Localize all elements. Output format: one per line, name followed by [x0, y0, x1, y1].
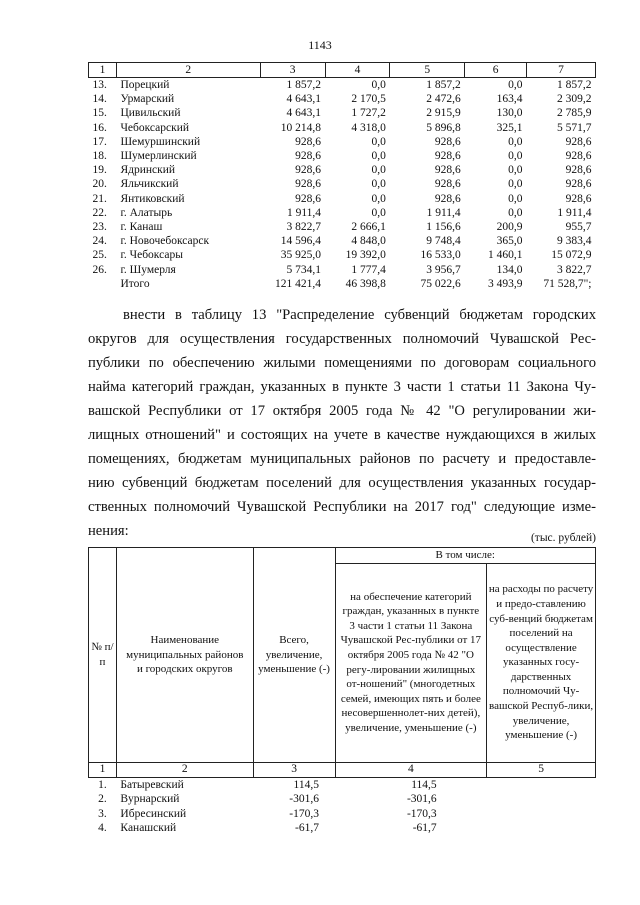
amount-cell: 2 785,9 [557, 107, 592, 120]
amount-cell: 5 734,1 [286, 263, 322, 276]
table-row [89, 135, 596, 149]
table-row [89, 807, 596, 822]
header-col4: на обеспечение категорий граждан, указанных в пункте 3 части 1 статьи 11 Закона Чувашской Рес-публики от 17 октября 2005 года № 42 "О регу-лировании жилищных от-ношений" (многодетных семей, имеющих пять и более несовершеннолет-них детей), увеличение, уменьшение (-) [335, 563, 487, 762]
amount-cell: 928,6 [434, 164, 461, 177]
paragraph-line: нию субвенций бюджетам поселений для осуществления указанных государ- [88, 475, 596, 491]
amount-cell: 2 915,9 [426, 107, 461, 120]
unit-label: (тыс. рублей) [530, 532, 596, 544]
paragraph-line: лищных отношений" и состоящих на учете в качестве нуждающихся в жилых [88, 427, 596, 443]
amount-cell: 4 643,1 [286, 107, 322, 120]
column-number-row [89, 63, 596, 78]
table-row [89, 78, 596, 93]
district-name: Янтиковский [120, 192, 185, 205]
column-number: 5 [487, 762, 596, 777]
amount-cell: 1 857,2 [557, 79, 592, 92]
column-number: 2 [116, 762, 253, 777]
district-name: Шемуршинский [120, 135, 201, 148]
row-number: 3. [98, 807, 107, 820]
amount-cell: 5 896,8 [426, 121, 461, 134]
column-number: 4 [325, 63, 390, 78]
amount-cell: 0,0 [371, 206, 386, 219]
amount-cell: 0,0 [371, 192, 386, 205]
amount-cell: 0,0 [371, 150, 386, 163]
amount-cell: 0,0 [371, 164, 386, 177]
row-number: 16. [92, 121, 107, 134]
table-row [89, 248, 596, 262]
district-name: Канашский [120, 822, 177, 835]
amount-cell: 1 857,2 [426, 79, 461, 92]
district-name: г. Шумерля [120, 263, 176, 276]
amount-cell: 200,9 [496, 220, 523, 233]
district-name: Ибресинский [120, 807, 187, 820]
amount-cell: 928,6 [295, 164, 322, 177]
amount-cell: -170,3 [406, 807, 437, 820]
subsidy-table-continued [88, 62, 596, 291]
amount-cell: 46 398,8 [345, 277, 386, 290]
district-name: г. Канаш [120, 220, 163, 233]
district-name: Урмарский [120, 93, 175, 106]
paragraph-line: помещениях, бюджетам муниципальных районов по расчету и предоставле- [88, 451, 596, 467]
row-number: 2. [98, 793, 107, 806]
amount-cell: 114,5 [411, 778, 437, 791]
amount-cell: 928,6 [295, 150, 322, 163]
column-number-row [89, 762, 596, 777]
row-number: 4. [98, 822, 107, 835]
amount-cell [487, 821, 596, 836]
amount-cell: 0,0 [371, 178, 386, 191]
amount-cell: 0,0 [508, 135, 523, 148]
row-number: 25. [92, 249, 107, 262]
amount-cell: 9 383,4 [557, 235, 592, 248]
amount-cell: 3 822,7 [557, 263, 592, 276]
table-row [89, 192, 596, 206]
amount-cell: 0,0 [508, 206, 523, 219]
amendment-paragraph [88, 303, 596, 543]
table-row [89, 121, 596, 135]
amount-cell: 75 022,6 [420, 277, 461, 290]
amount-cell: 928,6 [295, 192, 322, 205]
row-number: 22. [92, 206, 107, 219]
column-number: 4 [335, 762, 487, 777]
table-row [89, 792, 596, 807]
row-number: 1. [98, 778, 107, 791]
subsidy-table-13 [88, 547, 596, 836]
row-number: 15. [92, 107, 107, 120]
amount-cell: 3 493,9 [488, 277, 523, 290]
amount-cell: 928,6 [565, 150, 592, 163]
table-row [89, 92, 596, 106]
district-name: Вурнарский [120, 793, 180, 806]
row-number: 24. [92, 235, 107, 248]
amount-cell: 0,0 [508, 164, 523, 177]
amount-cell [487, 807, 596, 822]
amount-cell: 1 857,2 [286, 79, 322, 92]
amount-cell: 0,0 [371, 135, 386, 148]
amount-cell: 928,6 [565, 192, 592, 205]
amount-cell: 16 533,0 [420, 249, 461, 262]
amount-cell: 0,0 [508, 79, 523, 92]
row-number: 14. [92, 93, 107, 106]
amount-cell: 365,0 [496, 235, 523, 248]
district-name: Итого [120, 277, 150, 290]
amount-cell: 4 848,0 [351, 235, 386, 248]
table-row [89, 220, 596, 234]
paragraph-line: внести в таблицу 13 "Распределение субвенций бюджетам городских [123, 307, 596, 323]
column-number: 7 [527, 63, 596, 78]
column-number: 5 [390, 63, 465, 78]
amount-cell: 10 214,8 [280, 121, 322, 134]
header-total: Всего, увеличение, уменьшение (-) [253, 548, 335, 763]
amount-cell: 35 925,0 [280, 249, 322, 262]
amount-cell: 2 170,5 [351, 93, 386, 106]
amount-cell: 0,0 [508, 192, 523, 205]
district-name: Цивильский [120, 107, 181, 120]
amount-cell: -170,3 [289, 807, 319, 820]
table-row [89, 234, 596, 248]
amount-cell: 0,0 [371, 79, 386, 92]
district-name: Шумерлинский [120, 150, 197, 163]
paragraph-line: вашской Республики от 17 октября 2005 года № 42 "О регулировании жи- [88, 403, 596, 419]
amount-cell: 0,0 [508, 178, 523, 191]
amount-cell: 71 528,7"; [543, 277, 592, 290]
amount-cell: -301,6 [289, 793, 319, 806]
row-number: 23. [92, 220, 107, 233]
row-number: 21. [92, 192, 107, 205]
row-number [89, 277, 117, 291]
amount-cell: 15 072,9 [551, 249, 592, 262]
column-number: 1 [89, 762, 117, 777]
amount-cell: 1 727,2 [351, 107, 386, 120]
column-number: 3 [253, 762, 335, 777]
amount-cell [487, 777, 596, 792]
amount-cell: 114,5 [293, 778, 319, 791]
district-name: Порецкий [120, 79, 170, 92]
district-name: г. Чебоксары [120, 249, 183, 262]
district-name: г. Алатырь [120, 206, 173, 219]
table-row [89, 277, 596, 291]
amount-cell: 325,1 [496, 121, 523, 134]
amount-cell: 1 911,4 [286, 206, 322, 219]
amount-cell: 134,0 [496, 263, 523, 276]
table-row [89, 777, 596, 792]
table-row [89, 262, 596, 276]
header-col5: на расходы по расчету и предо-ставлению суб-венций бюджетам поселений на осуществление указанных госу-дарственных полномочий Чу-вашской Респуб-лики, увеличение, уменьшение (-) [487, 563, 596, 762]
row-number: 26. [92, 263, 107, 276]
amount-cell: 4 318,0 [351, 121, 386, 134]
row-number: 17. [92, 135, 107, 148]
table-row [89, 163, 596, 177]
row-number: 20. [92, 178, 107, 191]
amount-cell [487, 792, 596, 807]
amount-cell: 4 643,1 [286, 93, 322, 106]
district-name: Батыревский [120, 778, 184, 791]
header-name: Наименование муниципальных районов и городских округов [116, 548, 253, 763]
amount-cell: -301,6 [406, 793, 437, 806]
row-number: 13. [92, 79, 107, 92]
column-number: 1 [89, 63, 117, 78]
amount-cell: 928,6 [434, 150, 461, 163]
amount-cell: 2 309,2 [557, 93, 592, 106]
amount-cell: 163,4 [496, 93, 523, 106]
amount-cell: 928,6 [434, 192, 461, 205]
amount-cell: 5 571,7 [557, 121, 592, 134]
amount-cell: 9 748,4 [426, 235, 461, 248]
amount-cell: 3 822,7 [286, 220, 322, 233]
amount-cell: 928,6 [295, 135, 322, 148]
paragraph-line: нения: [88, 523, 129, 539]
amount-cell: 928,6 [565, 178, 592, 191]
amount-cell: 1 911,4 [557, 206, 592, 219]
paragraph-line: публики по обеспечению жилыми помещениями по договорам социального [88, 355, 596, 371]
row-number: 18. [92, 150, 107, 163]
table-row [89, 206, 596, 220]
amount-cell: 928,6 [565, 135, 592, 148]
amount-cell: 19 392,0 [345, 249, 386, 262]
row-number: 19. [92, 164, 107, 177]
table-row [89, 821, 596, 836]
header-including: В том числе: [335, 548, 596, 564]
amount-cell: 1 911,4 [426, 206, 461, 219]
column-number: 2 [116, 63, 260, 78]
amount-cell: 928,6 [565, 164, 592, 177]
column-number: 3 [260, 63, 325, 78]
amount-cell: 130,0 [496, 107, 523, 120]
column-number: 6 [465, 63, 527, 78]
amount-cell: 1 460,1 [488, 249, 523, 262]
amount-cell: 2 472,6 [426, 93, 461, 106]
table-row [89, 106, 596, 120]
header-number: № п/п [89, 548, 117, 763]
amount-cell: 955,7 [565, 220, 592, 233]
paragraph-line: округов для осуществления государственных полномочий Чувашской Рес- [88, 331, 596, 347]
district-name: Яльчикский [120, 178, 179, 191]
amount-cell: 14 596,4 [280, 235, 322, 248]
table-row [89, 177, 596, 191]
amount-cell: 3 956,7 [426, 263, 461, 276]
district-name: Ядринский [120, 164, 176, 177]
amount-cell: -61,7 [412, 822, 437, 835]
district-name: г. Новочебоксарск [120, 235, 210, 248]
amount-cell: 928,6 [295, 178, 322, 191]
amount-cell: 0,0 [508, 150, 523, 163]
table-row [89, 149, 596, 163]
amount-cell: 121 421,4 [275, 277, 322, 290]
district-name: Чебоксарский [120, 121, 190, 134]
amount-cell: 2 666,1 [351, 220, 386, 233]
amount-cell: 928,6 [434, 178, 461, 191]
amount-cell: 928,6 [434, 135, 461, 148]
paragraph-line: ственных полномочий Чувашской Республики на 2017 год" следующие изме- [88, 499, 596, 515]
amount-cell: 1 777,4 [351, 263, 386, 276]
paragraph-line: найма категорий граждан, указанных в пункте 3 части 1 статьи 11 Закона Чу- [88, 379, 596, 395]
amount-cell: 1 156,6 [426, 220, 461, 233]
amount-cell: -61,7 [295, 822, 319, 835]
page-number: 1143 [308, 38, 332, 52]
